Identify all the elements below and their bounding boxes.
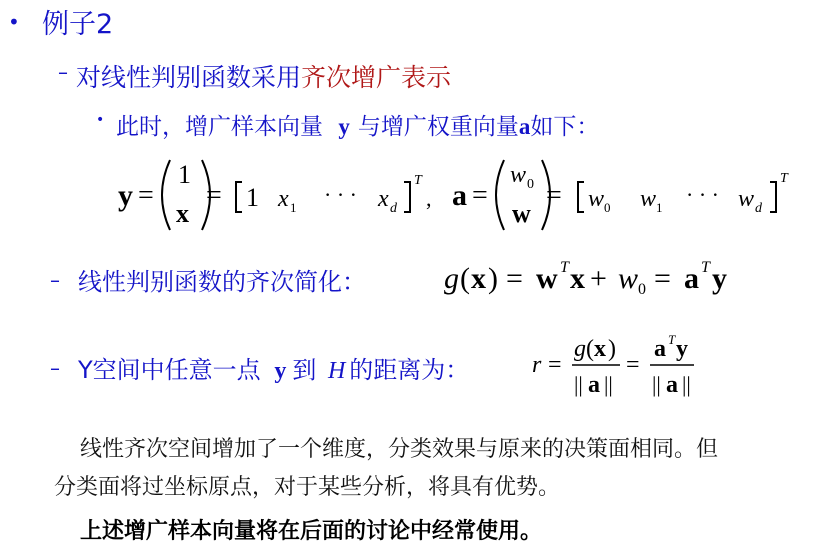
sub-sub-text-3: 如下： — [530, 114, 600, 140]
bullet-dot: • — [8, 10, 20, 34]
svg-text:1: 1 — [246, 183, 259, 212]
svg-text:a: a — [452, 179, 467, 212]
svg-text:0: 0 — [604, 200, 611, 215]
svg-text:=: = — [138, 180, 154, 211]
svg-text:x: x — [278, 186, 289, 212]
dash-marker: – — [50, 356, 60, 380]
sub-item-2-label: 线性判别函数的齐次简化： — [78, 268, 366, 296]
svg-text:w: w — [512, 199, 531, 228]
sub-item-1-text: 对线性判别函数采用 — [76, 63, 302, 92]
svg-text:g: g — [444, 262, 459, 295]
svg-text:d: d — [390, 201, 397, 216]
svg-text:T: T — [414, 173, 422, 188]
conclusion-text: 上述增广样本向量将在后面的讨论中经常使用。 — [80, 519, 543, 544]
svg-text:g: g — [574, 336, 586, 362]
sub-item-1-highlight: 齐次增广表示 — [301, 63, 452, 92]
sub-item-1 — [76, 58, 451, 94]
svg-text:0: 0 — [527, 177, 534, 192]
paragraph-line-1: 线性齐次空间增加了一个维度，分类效果与原来的决策面相同。但 — [80, 437, 719, 462]
paragraph-line-2: 分类面将过坐标原点，对于某些分析，将具有优势。 — [54, 475, 561, 500]
svg-text:=: = — [654, 262, 671, 295]
svg-text:w: w — [588, 186, 605, 212]
slide-heading: 例子2 — [42, 9, 114, 40]
svg-text:T: T — [780, 171, 788, 186]
svg-text:1: 1 — [656, 200, 663, 215]
svg-text:=: = — [548, 352, 562, 378]
bullet-dot-small: • — [96, 112, 105, 128]
var-y: y — [274, 358, 287, 384]
svg-text:a: a — [666, 372, 678, 398]
sub-sub-item — [116, 108, 599, 141]
svg-text:x: x — [471, 262, 486, 295]
distance-formula — [528, 330, 708, 402]
sub-item-3-text-2: 到 — [292, 356, 317, 384]
svg-text:T: T — [668, 332, 676, 347]
svg-text:r: r — [532, 352, 542, 378]
svg-text:w: w — [536, 262, 558, 295]
svg-text:,: , — [426, 186, 432, 211]
var-a: a — [518, 114, 531, 139]
svg-text:(: ( — [586, 336, 594, 362]
sub-item-3-text-1: Y空间中任意一点 — [78, 356, 261, 384]
svg-text:x: x — [378, 186, 389, 212]
var-y: y — [338, 114, 350, 139]
svg-text:y: y — [712, 262, 727, 295]
augmented-vectors-equation — [110, 150, 810, 240]
svg-text:T: T — [560, 259, 569, 276]
svg-text:): ) — [608, 336, 616, 362]
dash-marker: – — [58, 60, 68, 84]
sub-item-3-label — [78, 350, 469, 385]
svg-text:||: || — [604, 372, 613, 397]
homogeneous-discriminant-equation — [440, 250, 760, 300]
svg-text:=: = — [506, 262, 523, 295]
var-H: H — [327, 358, 346, 384]
svg-text:1: 1 — [290, 200, 297, 215]
dash-marker: – — [50, 268, 60, 292]
svg-text:||: || — [682, 372, 691, 397]
svg-text:x: x — [594, 336, 606, 362]
svg-text:x: x — [570, 262, 585, 295]
sub-item-3-text-3: 的距离为： — [349, 356, 470, 384]
svg-text:y: y — [676, 336, 688, 362]
svg-text:=: = — [546, 180, 562, 211]
svg-text:d: d — [755, 201, 762, 216]
svg-text:(: ( — [460, 262, 470, 295]
svg-text:a: a — [684, 262, 699, 295]
svg-text:1: 1 — [178, 160, 191, 189]
svg-text:· · ·: · · · — [686, 182, 719, 207]
svg-text:w: w — [618, 262, 639, 295]
svg-text:y: y — [118, 179, 133, 212]
svg-text:T: T — [701, 259, 710, 276]
svg-text:a: a — [588, 372, 600, 398]
svg-text:): ) — [488, 262, 498, 295]
svg-text:=: = — [472, 180, 488, 211]
svg-text:=: = — [626, 352, 640, 378]
svg-text:a: a — [654, 336, 666, 362]
svg-text:· · ·: · · · — [324, 182, 357, 207]
svg-text:w: w — [510, 162, 527, 188]
svg-text:+: + — [590, 262, 607, 295]
svg-text:0: 0 — [638, 281, 646, 298]
svg-text:=: = — [206, 180, 222, 211]
svg-text:x: x — [176, 199, 189, 228]
sub-sub-text-2: 与增广权重向量 — [357, 114, 519, 140]
svg-text:w: w — [640, 186, 657, 212]
svg-text:w: w — [738, 186, 755, 212]
svg-text:||: || — [652, 372, 661, 397]
svg-text:||: || — [574, 372, 583, 397]
sub-sub-text-1: 此时，增广样本向量 — [116, 114, 323, 140]
